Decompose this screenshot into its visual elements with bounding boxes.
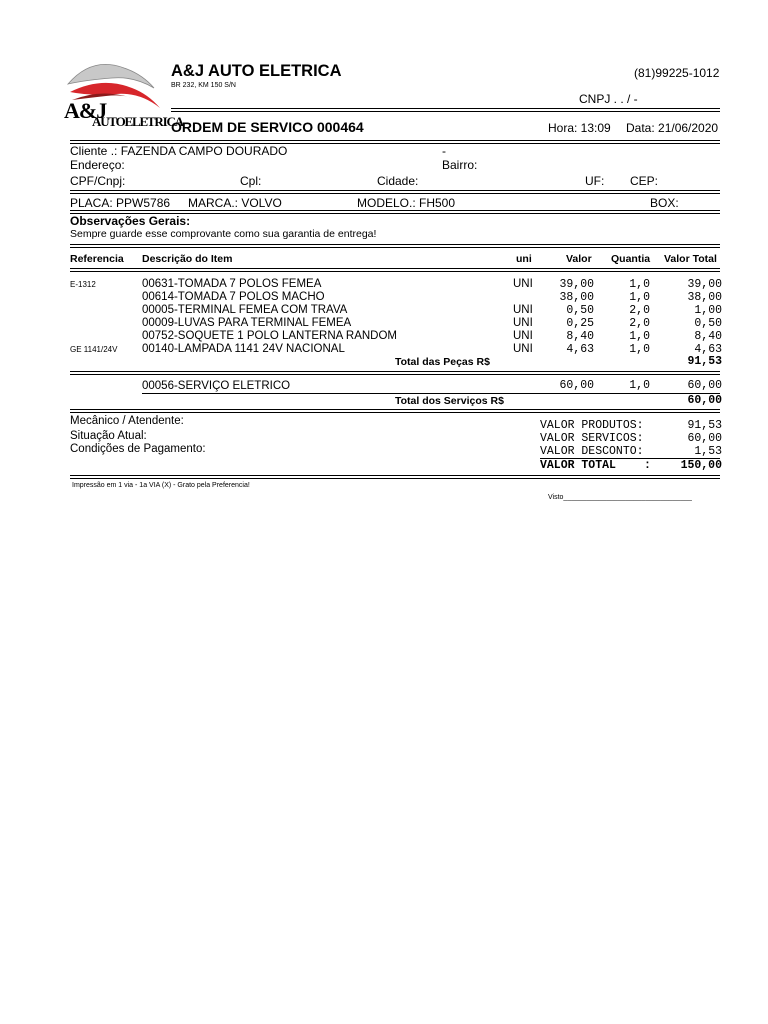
- row-qtd: 1,0: [629, 278, 650, 291]
- row-uni: UNI: [513, 343, 533, 355]
- row-valor: 4,63: [566, 343, 594, 356]
- row-desc: 00009-LUVAS PARA TERMINAL FEMEA: [142, 317, 352, 329]
- payment-label: Condições de Pagamento:: [70, 443, 206, 455]
- row-desc: 00614-TOMADA 7 POLOS MACHO: [142, 291, 325, 303]
- row-qtd: 1,0: [629, 343, 650, 356]
- divider: [70, 371, 720, 375]
- row-total: 0,50: [694, 317, 722, 330]
- row-qtd: 1,0: [629, 291, 650, 304]
- divider: [142, 393, 720, 394]
- col-header-valor-total: Valor Total: [664, 253, 717, 265]
- summary-services-label: VALOR SERVICOS:: [540, 432, 644, 445]
- client-name: Cliente .: FAZENDA CAMPO DOURADO: [70, 144, 288, 158]
- vehicle-model: MODELO.: FH500: [357, 196, 456, 210]
- row-desc: 00140-LAMPADA 1141 24V NACIONAL: [142, 343, 345, 355]
- row-valor: 38,00: [559, 291, 594, 304]
- row-total: 39,00: [687, 278, 722, 291]
- col-header-descricao: Descrição do Item: [142, 253, 233, 265]
- col-header-quantia: Quantia: [611, 253, 651, 265]
- row-total: 8,40: [694, 330, 722, 343]
- row-uni: UNI: [513, 278, 533, 290]
- company-name: A&J AUTO ELETRICA: [171, 62, 342, 80]
- client-dash: -: [442, 144, 446, 158]
- divider: [171, 108, 720, 112]
- row-qtd: 2,0: [629, 304, 650, 317]
- summary-total-value: 150,00: [680, 459, 722, 472]
- row-valor: 39,00: [559, 278, 594, 291]
- order-title: ORDEM DE SERVICO 000464: [171, 119, 364, 135]
- row-qtd: 1,0: [629, 379, 650, 392]
- total-parts-label: Total das Peças R$: [395, 356, 490, 368]
- row-uni: UNI: [513, 317, 533, 329]
- col-header-referencia: Referencia: [70, 253, 124, 265]
- row-valor: 8,40: [566, 330, 594, 343]
- col-header-valor: Valor: [566, 253, 592, 265]
- row-desc: 00752-SOQUETE 1 POLO LANTERNA RANDOM: [142, 330, 397, 342]
- divider: [70, 190, 720, 194]
- row-qtd: 1,0: [629, 330, 650, 343]
- print-note: Impressão em 1 via - 1a VIA (X) - Grato pela Preferencia!: [72, 482, 250, 489]
- row-total: 60,00: [687, 379, 722, 392]
- notes-title: Observações Gerais:: [70, 214, 191, 228]
- client-address-label: Endereço:: [70, 158, 125, 172]
- divider: [70, 268, 720, 272]
- row-desc: 00631-TOMADA 7 POLOS FEMEA: [142, 278, 322, 290]
- divider: [70, 409, 720, 413]
- col-header-uni: uni: [516, 253, 532, 265]
- total-services-label: Total dos Serviços R$: [395, 395, 504, 407]
- logo-text-aj: A&J: [64, 98, 107, 123]
- row-ref: GE 1141/24V: [70, 345, 118, 354]
- logo-text-autoeletrica: AUTOELETRICA: [92, 114, 183, 129]
- row-ref: E-1312: [70, 280, 96, 289]
- total-services-value: 60,00: [687, 394, 722, 407]
- row-valor: 0,50: [566, 304, 594, 317]
- company-phone: (81)99225-1012: [634, 66, 720, 80]
- signature-line: Visto_________________________________: [548, 494, 692, 501]
- client-bairro-label: Bairro:: [442, 158, 478, 172]
- divider: [70, 244, 720, 248]
- client-uf-label: UF:: [585, 174, 605, 188]
- vehicle-box: BOX:: [650, 196, 679, 210]
- row-uni: UNI: [513, 304, 533, 316]
- company-cnpj: CNPJ . . / -: [579, 92, 638, 106]
- summary-products-value: 91,53: [687, 419, 722, 432]
- row-qtd: 2,0: [629, 317, 650, 330]
- row-valor: 0,25: [566, 317, 594, 330]
- status-label: Situação Atual:: [70, 430, 147, 442]
- mechanic-label: Mecânico / Atendente:: [70, 415, 184, 427]
- summary-discount-label: VALOR DESCONTO:: [540, 445, 644, 458]
- client-city-label: Cidade:: [377, 174, 419, 188]
- divider: [70, 475, 720, 479]
- row-desc: 00056-SERVIÇO ELETRICO: [142, 380, 291, 392]
- summary-total-colon: :: [644, 459, 651, 472]
- client-cpf-label: CPF/Cnpj:: [70, 174, 126, 188]
- order-date: Data: 21/06/2020: [626, 121, 719, 135]
- row-valor: 60,00: [559, 379, 594, 392]
- row-total: 4,63: [694, 343, 722, 356]
- row-uni: UNI: [513, 330, 533, 342]
- row-total: 38,00: [687, 291, 722, 304]
- order-time: Hora: 13:09: [548, 121, 611, 135]
- summary-products-label: VALOR PRODUTOS:: [540, 419, 644, 432]
- total-parts-value: 91,53: [687, 355, 722, 368]
- row-total: 1,00: [694, 304, 722, 317]
- row-desc: 00005-TERMINAL FEMEA COM TRAVA: [142, 304, 348, 316]
- summary-total-label: VALOR TOTAL: [540, 459, 616, 472]
- client-cep-label: CEP:: [630, 174, 659, 188]
- client-cpl-label: Cpl:: [240, 174, 262, 188]
- company-logo: [62, 58, 183, 138]
- vehicle-plate: PLACA: PPW5786: [70, 196, 171, 210]
- company-address: BR 232, KM 150 S/N: [171, 82, 236, 89]
- vehicle-brand: MARCA.: VOLVO: [188, 196, 282, 210]
- summary-services-value: 60,00: [687, 432, 722, 445]
- notes-text: Sempre guarde esse comprovante como sua garantia de entrega!: [70, 228, 377, 240]
- summary-discount-value: 1,53: [694, 445, 722, 458]
